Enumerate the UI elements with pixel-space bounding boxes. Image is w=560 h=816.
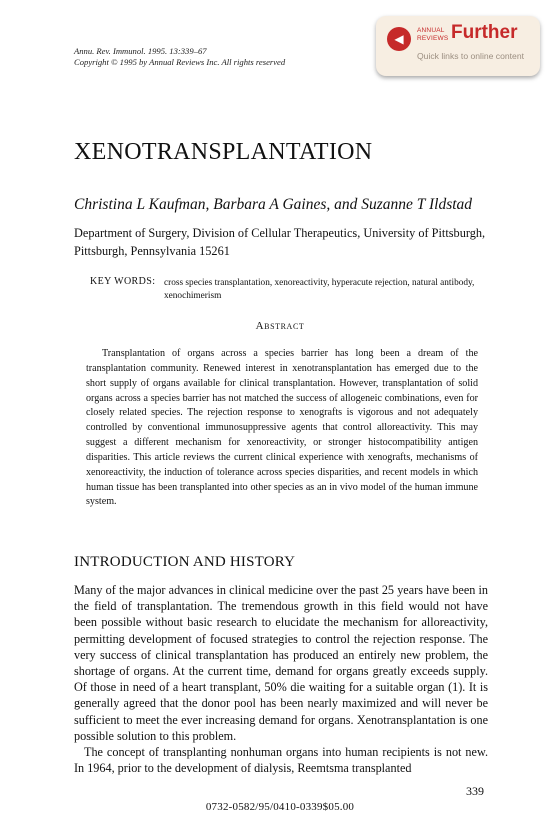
paragraph: The concept of transplanting nonhuman organs into human recipients is not new. In 1964, prior to the development of dialysis, Reemtsma transplanted bbox=[74, 745, 488, 776]
annual-reviews-logo: ANNUAL REVIEWS bbox=[417, 27, 449, 42]
keywords-text: cross species transplantation, xenoreactivity, hyperacute rejection, natural antibody, xenochimerism bbox=[164, 278, 475, 301]
further-tagline[interactable]: Quick links to online content bbox=[417, 51, 525, 61]
journal-citation-line: Annu. Rev. Immunol. 1995. 13:339–67 bbox=[74, 46, 207, 56]
article-code: 0732-0582/95/0410-0339$05.00 bbox=[205, 801, 355, 813]
keywords-label: KEY WORDS: bbox=[90, 276, 156, 287]
abstract-heading bbox=[74, 320, 486, 332]
abstract-text: Transplantation of organs across a species barrier has long been a dream of the transplantation community. Renewed interest in xenotransplantation has emerged due to the short supply of organs available for clinical transplantation. However, transplantation of solid organs across a species barrier has not matched the success of allogeneic combinations, even for closely related species. The rejection response to xenografts is vigorous and not adequately controlled by conventional immunosuppressive agents that control alloreactivity. This may suggest a different mechanism for xenoreactivity, or stronger histocompatibility antigen disparities. This article reviews the current clinical experience with xenografts, mechanisms of xenoreactivity, the induction of tolerance across species disparities, and recent models in which human tissue has been transplanted into other species as an in vivo model of the human immune system. bbox=[86, 348, 478, 508]
further-label[interactable]: Further bbox=[451, 22, 518, 43]
body-text bbox=[74, 582, 488, 776]
paragraph: Many of the major advances in clinical medicine over the past 25 years have been in the field of transplantation. The tremendous growth in this field would not have been possible without basic research to elucidate the mechanism for alloreactivity, permitting development of focused strategies to control the rejection response. The very success of clinical transplantation has produced an entirely new problem, the shortage of organs. At the current time, demand for organs greatly exceeds supply. Of those in need of a heart transplant, 50% die waiting for a suitable organ (1). It is generally agreed that the donor pool has been nearly maximized and will never be sufficient to meet the ever increasing demand for organs. Xenotransplantation is one possible solution to this problem. bbox=[74, 583, 488, 743]
journal-citation bbox=[74, 46, 285, 68]
speaker-icon[interactable]: ◀ bbox=[387, 27, 411, 51]
abstract-heading-text: Abstract bbox=[255, 320, 305, 332]
copyright-line: Copyright © 1995 by Annual Reviews Inc. All rights reserved bbox=[74, 57, 286, 67]
author-affiliation: Department of Surgery, Division of Cellular Therapeutics, University of Pittsburgh, Pittsburgh, Pennsylvania 15261 bbox=[74, 226, 486, 258]
article-title: XENOTRANSPLANTATION bbox=[74, 139, 373, 165]
page-number: 339 bbox=[466, 784, 484, 798]
section-heading: INTRODUCTION AND HISTORY bbox=[74, 554, 296, 570]
article-authors: Christina L Kaufman, Barbara A Gaines, and Suzanne T Ildstad bbox=[74, 196, 473, 213]
